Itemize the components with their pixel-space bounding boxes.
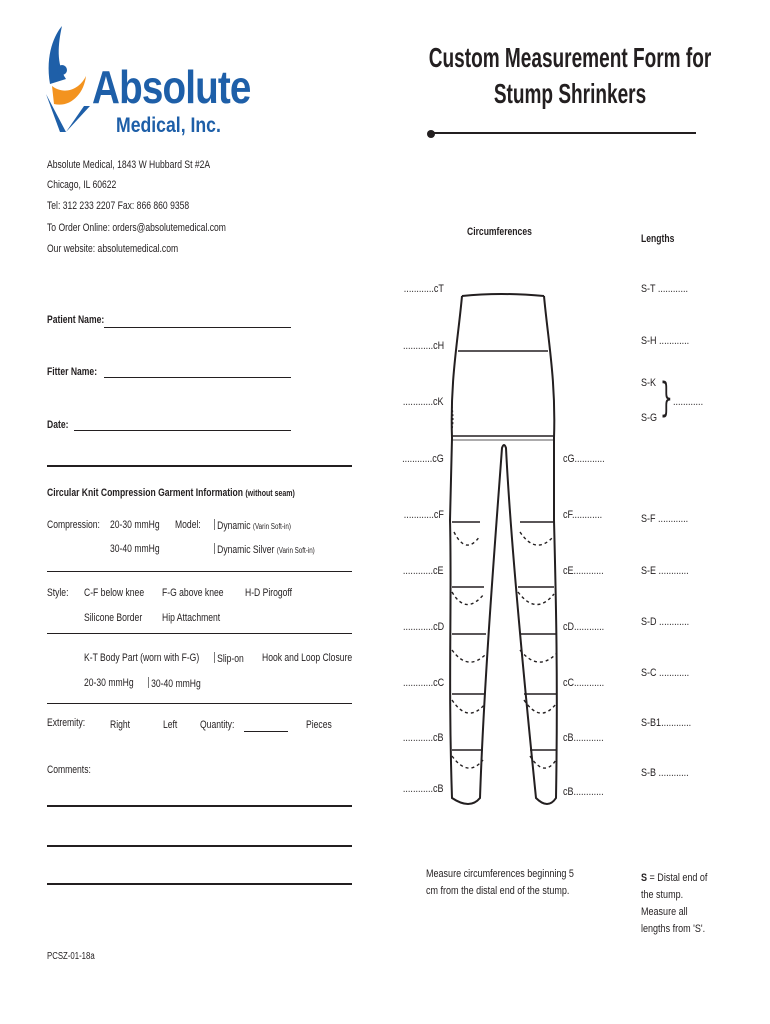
model-option-dynamic-silver[interactable] <box>214 543 315 556</box>
circ-label-cC-right[interactable]: cC............ <box>563 677 605 689</box>
garment-heading <box>47 487 295 499</box>
fitter-name-field[interactable] <box>104 377 291 378</box>
model-option-dynamic-silver-note: (Varin Soft-in) <box>276 546 315 555</box>
comments-line-1[interactable] <box>47 805 352 807</box>
kt-label: K-T Body Part (worn with F-G) <box>84 652 200 664</box>
length-label-s-t[interactable]: S-T ............ <box>641 283 688 295</box>
brace-icon: } <box>660 375 673 421</box>
circ-label-cE-right[interactable]: cE............ <box>563 565 604 577</box>
circ-label-cH[interactable]: ............cH <box>402 340 444 352</box>
title-rule <box>430 132 696 134</box>
company-email: To Order Online: orders@absolutemedical.com <box>47 222 226 234</box>
length-field-s-k-g[interactable]: ............ <box>673 396 704 408</box>
length-label-s-e[interactable]: S-E ............ <box>641 565 689 577</box>
logo-subtitle: Medical, Inc. <box>116 114 221 137</box>
kt-option-30-40-label: 30-40 mmHg <box>151 678 201 690</box>
comments-label: Comments: <box>47 764 91 776</box>
stump-shrinker-diagram <box>440 280 570 820</box>
quantity-label: Quantity: <box>200 719 235 731</box>
model-option-dynamic-note: (Varin Soft-in) <box>252 522 291 531</box>
circ-label-cF-left[interactable]: ............cF <box>403 509 444 521</box>
section-divider <box>47 465 352 467</box>
company-logo <box>40 24 250 144</box>
company-phone: Tel: 312 233 2207 Fax: 866 860 9358 <box>47 200 190 212</box>
extremity-right-option[interactable]: Right <box>110 719 131 731</box>
comments-line-2[interactable] <box>47 845 352 847</box>
divider-style <box>47 633 352 634</box>
page-title-line2: Stump Shrinkers <box>493 78 647 109</box>
circ-label-cC-left[interactable]: ............cC <box>402 677 444 689</box>
model-option-dynamic-silver-label: Dynamic Silver <box>217 544 275 556</box>
circ-label-cD-left[interactable]: ............cD <box>402 621 444 633</box>
compression-option-20-30[interactable]: 20-30 mmHg <box>110 519 160 531</box>
kt-option-30-40[interactable] <box>148 677 201 690</box>
form-code: PCSZ-01-18a <box>47 951 95 962</box>
circ-label-cB-right[interactable]: cB............ <box>563 786 604 798</box>
style-option-fg[interactable]: F-G above knee <box>162 587 224 599</box>
length-label-s-k: S-K <box>641 377 657 389</box>
quantity-field[interactable] <box>244 731 288 732</box>
kt-option-20-30[interactable]: 20-30 mmHg <box>84 677 134 689</box>
length-label-s-b[interactable]: S-B ............ <box>641 767 689 779</box>
company-address: Absolute Medical, 1843 W Hubbard St #2A <box>47 159 211 171</box>
style-option-cf[interactable]: C-F below knee <box>84 587 145 599</box>
kt-option-slipon-label: Slip-on <box>217 653 244 665</box>
extremity-left-option[interactable]: Left <box>163 719 178 731</box>
circ-label-cE-left[interactable]: ............cE <box>403 565 444 577</box>
length-label-s-g: S-G <box>641 412 658 424</box>
comments-line-3[interactable] <box>47 883 352 885</box>
style-label: Style: <box>47 587 69 599</box>
page-title-line1: Custom Measurement Form for <box>428 42 712 73</box>
circ-label-cG-left[interactable]: ............cG <box>402 453 444 465</box>
distal-end-note-key: S <box>641 872 648 884</box>
compression-label: Compression: <box>47 519 100 531</box>
style-option-hd[interactable]: H-D Pirogoff <box>245 587 293 599</box>
kt-option-slipon[interactable] <box>214 652 244 665</box>
length-label-s-c[interactable]: S-C ............ <box>641 667 690 679</box>
kt-option-hook-loop[interactable]: Hook and Loop Closure <box>262 652 353 664</box>
length-label-s-d[interactable]: S-D ............ <box>641 616 690 628</box>
fitter-name-label: Fitter Name: <box>47 366 98 378</box>
length-label-s-h[interactable]: S-H ............ <box>641 335 690 347</box>
circ-label-cG-right[interactable]: cG............ <box>563 453 605 465</box>
circ-label-cB1-left[interactable]: ............cB <box>403 732 444 744</box>
compression-option-30-40[interactable]: 30-40 mmHg <box>110 543 160 555</box>
logo-wordmark: Absolute <box>92 61 251 113</box>
circ-label-cB-left[interactable]: ............cB <box>403 783 444 795</box>
lengths-heading: Lengths <box>641 233 675 245</box>
patient-name-field[interactable] <box>104 327 291 328</box>
circ-label-cD-right[interactable]: cD............ <box>563 621 605 633</box>
circ-label-cF-right[interactable]: cF............ <box>563 509 603 521</box>
model-option-dynamic-label: Dynamic <box>217 520 251 532</box>
length-label-s-b1[interactable]: S-B1............ <box>641 717 692 729</box>
company-city: Chicago, IL 60622 <box>47 179 117 191</box>
circumferences-heading: Circumferences <box>467 226 532 238</box>
distal-end-note-text: = Distal end of the stump. Measure all lengths from 'S'. <box>641 872 708 935</box>
company-website: Our website: absolutemedical.com <box>47 243 179 255</box>
extremity-label: Extremity: <box>47 717 86 729</box>
distal-end-note <box>641 870 716 938</box>
divider-kt <box>47 703 352 704</box>
circ-label-cK[interactable]: ............cK <box>403 396 444 408</box>
circumference-note: Measure circumferences beginning 5 cm from the distal end of the stump. <box>426 868 574 897</box>
model-option-dynamic[interactable] <box>214 519 291 532</box>
style-option-silicone[interactable]: Silicone Border <box>84 612 143 624</box>
circ-label-cB1-right[interactable]: cB............ <box>563 732 604 744</box>
model-label: Model: <box>175 519 201 531</box>
circ-label-cT[interactable]: ............cT <box>403 283 444 295</box>
patient-name-label: Patient Name: <box>47 314 105 326</box>
garment-heading-text: Circular Knit Compression Garment Information <box>47 487 243 499</box>
length-label-s-f[interactable]: S-F ............ <box>641 513 689 525</box>
garment-heading-note: (without seam) <box>245 488 295 498</box>
pieces-label: Pieces <box>306 719 332 731</box>
style-option-hip[interactable]: Hip Attachment <box>162 612 221 624</box>
date-field[interactable] <box>74 430 291 431</box>
divider-compression <box>47 571 352 572</box>
date-label: Date: <box>47 419 69 431</box>
